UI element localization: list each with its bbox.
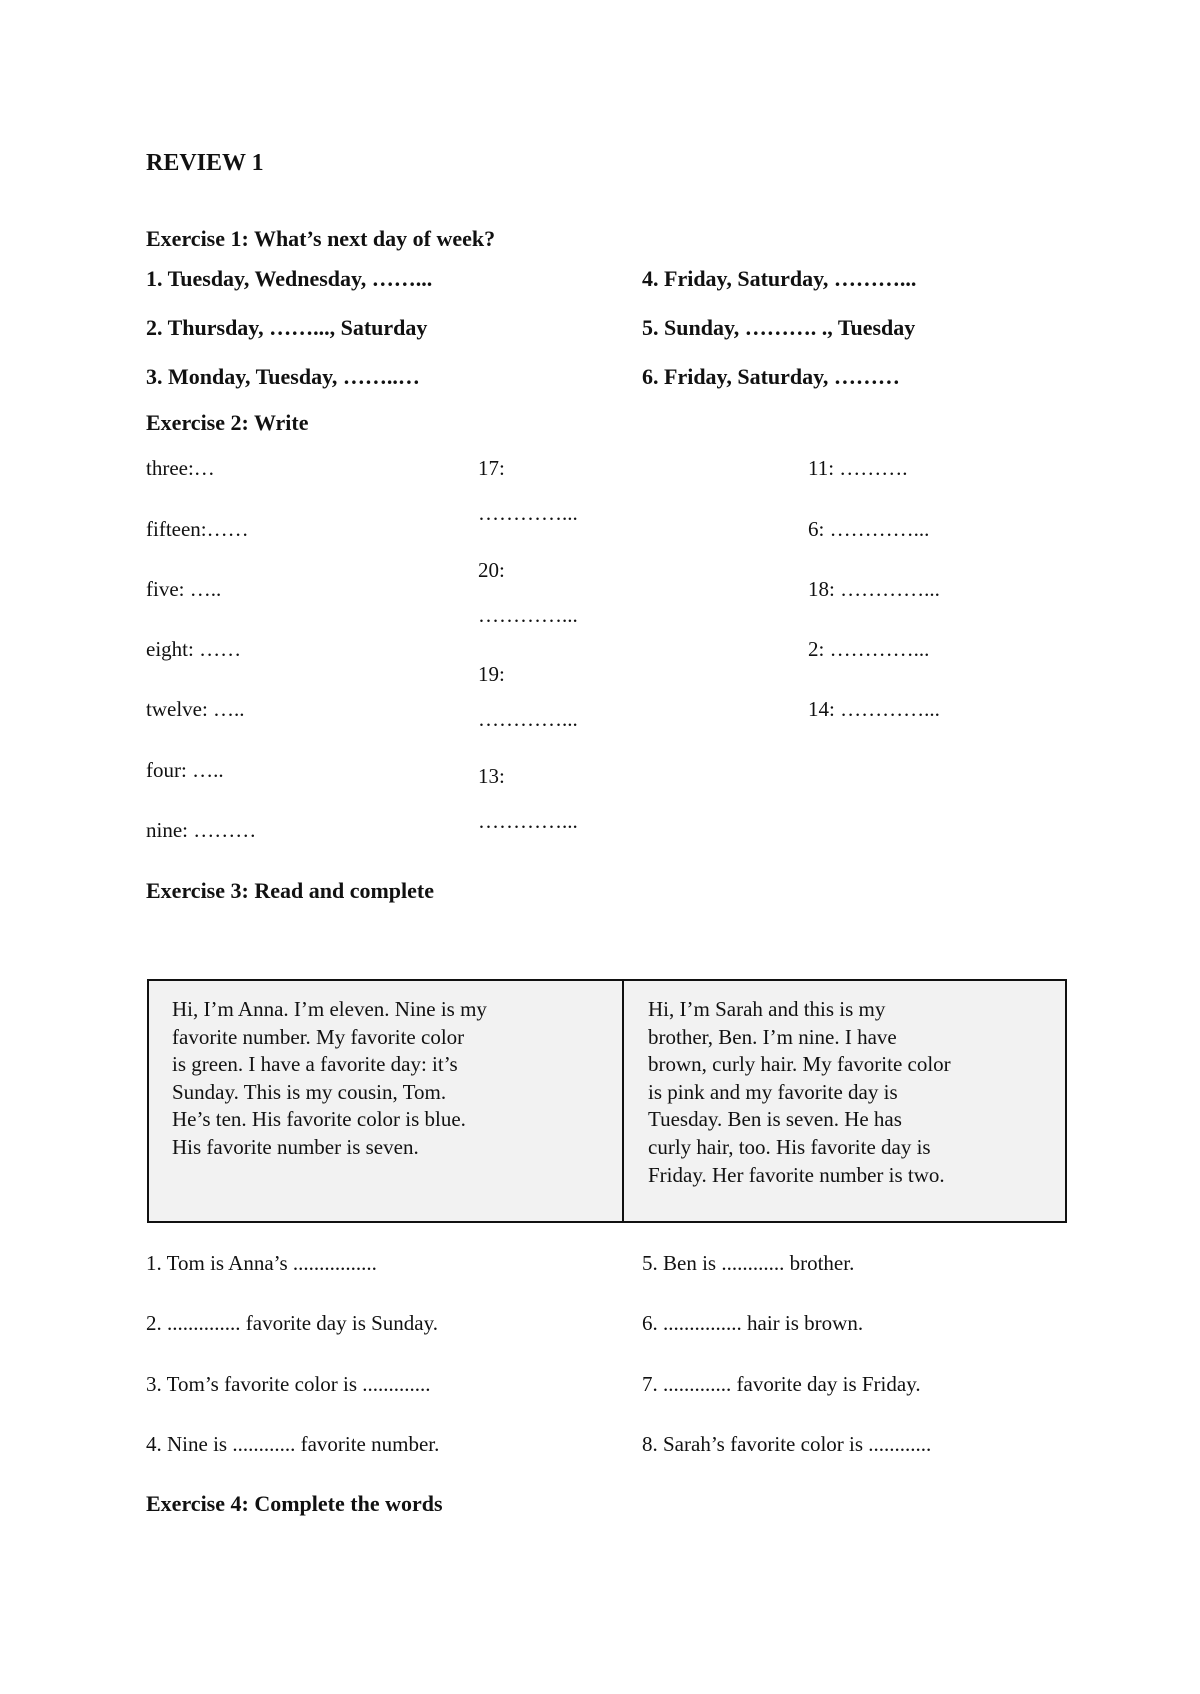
exercise-2-word: twelve: ….. — [146, 697, 245, 721]
exercise-2-number: 2: …………... — [808, 637, 930, 661]
exercise-3-question: 7. ............. favorite day is Friday. — [642, 1372, 921, 1396]
exercise-2-number: 11: ………. — [808, 456, 908, 480]
exercise-1-item: 3. Monday, Tuesday, ……..… — [146, 364, 420, 389]
exercise-2-number-label: 19: — [478, 662, 505, 686]
exercise-2-word: three:… — [146, 456, 215, 480]
exercise-2-heading: Exercise 2: Write — [146, 410, 309, 435]
exercise-1-item: 6. Friday, Saturday, ……… — [642, 364, 900, 389]
exercise-3-question: 6. ............... hair is brown. — [642, 1311, 864, 1335]
reading-passage-box — [147, 979, 1067, 1223]
exercise-2-number-blank: …………... — [478, 809, 578, 833]
exercise-3-heading: Exercise 3: Read and complete — [146, 878, 434, 903]
exercise-1-item: 1. Tuesday, Wednesday, ……... — [146, 266, 433, 291]
page-title: REVIEW 1 — [146, 150, 264, 176]
exercise-2-number-blank: …………... — [478, 603, 578, 627]
exercise-1-item: 5. Sunday, ………. ., Tuesday — [642, 315, 916, 340]
exercise-3-question: 2. .............. favorite day is Sunday. — [146, 1311, 439, 1335]
exercise-1-item: 4. Friday, Saturday, ………... — [642, 266, 917, 291]
exercise-3-question: 4. Nine is ............ favorite number. — [146, 1432, 440, 1456]
exercise-2-number-blank: …………... — [478, 501, 578, 525]
exercise-3-question: 1. Tom is Anna’s ................ — [146, 1251, 377, 1275]
exercise-2-word: fifteen:…… — [146, 517, 249, 541]
exercise-2-number: 18: …………... — [808, 577, 940, 601]
exercise-2-number: 14: …………... — [808, 697, 940, 721]
exercise-2-number-blank: …………... — [478, 707, 578, 731]
exercise-3-question: 3. Tom’s favorite color is ............. — [146, 1372, 431, 1396]
exercise-2-word: five: ….. — [146, 577, 222, 601]
passage-sarah: Hi, I’m Sarah and this is my brother, Ben. I’m nine. I have brown, curly hair. My favorite color is pink and my favorite day is Tuesday. Ben is seven. He has curly hair, too. His favorite day is Friday. Her favorite number is two. — [648, 997, 951, 1187]
exercise-3-question: 5. Ben is ............ brother. — [642, 1251, 855, 1275]
exercise-2-word: four: ….. — [146, 758, 224, 782]
exercise-2-word: eight: …… — [146, 637, 242, 661]
exercise-2-number: 6: …………... — [808, 517, 930, 541]
passage-anna: Hi, I’m Anna. I’m eleven. Nine is my favorite number. My favorite color is green. I have a favorite day: it’s Sunday. This is my cousin, Tom. He’s ten. His favorite color is blue. His favorite number is seven. — [172, 997, 487, 1159]
exercise-2-word: nine: ……… — [146, 818, 257, 842]
passage-divider — [622, 981, 624, 1221]
exercise-3-question: 8. Sarah’s favorite color is ............ — [642, 1432, 932, 1456]
exercise-1-item: 2. Thursday, ……..., Saturday — [146, 315, 428, 340]
exercise-4-heading: Exercise 4: Complete the words — [146, 1491, 443, 1516]
exercise-2-number-label: 17: — [478, 456, 505, 480]
exercise-2-number-label: 20: — [478, 558, 505, 582]
exercise-2-number-label: 13: — [478, 764, 505, 788]
exercise-1-heading: Exercise 1: What’s next day of week? — [146, 226, 496, 251]
